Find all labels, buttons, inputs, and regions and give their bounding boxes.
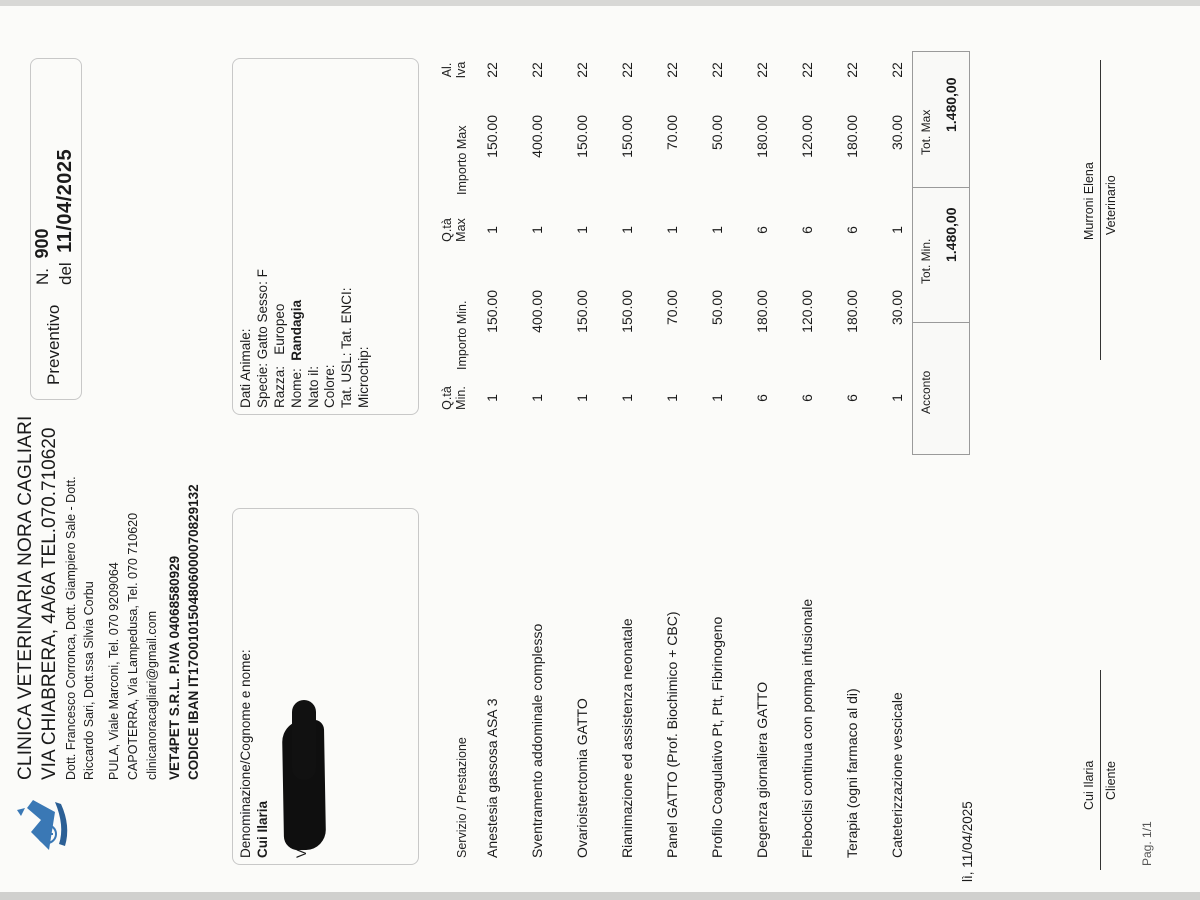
clinic-branch-pula: PULA, Viale Marconi, Tel. 070 9209064 — [107, 562, 121, 780]
quote-number-value: 900 — [32, 228, 52, 259]
clinic-email: clinicanoracagliari@gmail.com — [144, 610, 159, 780]
animal-birth: Nato il: — [305, 365, 321, 408]
row-qmax: 1 — [709, 226, 725, 234]
animal-name: Nome: Randagia — [288, 299, 304, 408]
row-iva: 22 — [574, 62, 590, 78]
table-row — [754, 0, 774, 900]
clinic-header — [14, 350, 203, 780]
client-signature-label: Cliente — [1104, 761, 1118, 800]
row-imp-min: 50.00 — [709, 290, 725, 326]
row-imp-max: 30.00 — [889, 115, 905, 151]
row-iva: 22 — [799, 62, 815, 78]
row-qmin: 1 — [709, 394, 725, 402]
animal-title: Dati Animale: — [238, 328, 253, 408]
redaction-mark-2 — [292, 700, 316, 780]
table-row — [889, 0, 909, 900]
row-iva: 22 — [619, 62, 635, 78]
row-iva: 22 — [754, 62, 770, 78]
table-row — [529, 0, 549, 900]
row-iva: 22 — [484, 62, 500, 78]
clinic-address: VIA CHIABRERA, 4A/6A TEL.070.710620 — [38, 427, 60, 780]
row-imp-min: 120.00 — [799, 290, 815, 333]
table-row — [574, 0, 594, 900]
table-row — [709, 0, 729, 900]
acconto-label: Acconto — [919, 370, 933, 414]
row-qmin: 6 — [799, 394, 815, 402]
table-row — [844, 0, 864, 900]
quote-date — [54, 149, 77, 285]
col-header-qmax: Q.tà Max — [440, 218, 469, 242]
row-qmin: 1 — [619, 394, 635, 402]
row-qmax: 6 — [844, 226, 860, 234]
row-imp-max: 180.00 — [754, 115, 770, 158]
row-qmax: 1 — [889, 226, 905, 234]
row-qmax: 1 — [574, 226, 590, 234]
row-imp-max: 50.00 — [709, 115, 725, 151]
clinic-company: VET4PET S.R.L. P.IVA 04068580929 — [167, 555, 183, 780]
col-header-service: Servizio / Prestazione — [455, 737, 469, 858]
row-qmin: 1 — [664, 394, 680, 402]
quote-date-value: 11/04/2025 — [54, 148, 76, 253]
table-row — [619, 0, 639, 900]
quote-number — [32, 229, 53, 286]
row-service: Fleboclisi continua con pompa infusionale — [799, 598, 815, 858]
row-imp-min: 180.00 — [844, 290, 860, 333]
row-qmax: 1 — [529, 226, 545, 234]
quote-date-label: del — [56, 262, 75, 285]
animal-species: Specie: Gatto Sesso: F — [254, 269, 270, 408]
vet-signature-name: Murroni Elena — [1082, 162, 1096, 240]
row-qmax: 6 — [799, 226, 815, 234]
row-service: Ovarioisterctomia GATTO — [574, 698, 590, 858]
table-row — [484, 0, 504, 900]
row-qmin: 1 — [889, 394, 905, 402]
tot-min-cell — [913, 187, 969, 322]
clinic-doctors-1: Dott. Francesco Corronca, Dott. Giampiero Sale - Dott. — [63, 476, 78, 780]
row-qmax: 1 — [619, 226, 635, 234]
clinic-iban: CODICE IBAN IT17O0101504806000070829132 — [186, 484, 202, 780]
row-qmin: 1 — [484, 394, 500, 402]
acconto-cell — [913, 322, 969, 454]
row-imp-min: 150.00 — [574, 290, 590, 333]
row-imp-min: 180.00 — [754, 290, 770, 333]
client-signature-name: Cui Ilaria — [1082, 760, 1096, 810]
tot-max-cell — [912, 51, 970, 187]
row-qmax: 1 — [484, 226, 500, 234]
row-iva: 22 — [709, 62, 725, 78]
client-signature-line — [1100, 670, 1101, 870]
row-imp-min: 400.00 — [529, 290, 545, 333]
row-qmin: 1 — [574, 394, 590, 402]
row-qmin: 1 — [529, 394, 545, 402]
row-imp-min: 70.00 — [664, 290, 680, 326]
row-service: Panel GATTO (Prof. Biochimico + CBC) — [664, 611, 680, 858]
row-imp-min: 30.00 — [889, 290, 905, 326]
table-row — [799, 0, 819, 900]
tot-max-label: Tot. Max — [919, 109, 933, 155]
row-service: Profilo Coagulativo Pt, Ptt, Fibrinogeno — [709, 616, 725, 858]
row-imp-max: 120.00 — [799, 115, 815, 158]
row-iva: 22 — [529, 62, 545, 78]
clinic-logo-icon — [15, 790, 75, 860]
clinic-doctors-2: Riccardo Sari, Dott.ssa Silvia Corbu — [82, 581, 97, 780]
row-imp-max: 150.00 — [619, 115, 635, 158]
row-imp-max: 180.00 — [844, 115, 860, 158]
col-header-qmin: Q.tà Min. — [440, 386, 469, 410]
clinic-name: CLINICA VETERINARIA NORA CAGLIARI — [15, 415, 36, 780]
row-qmax: 6 — [754, 226, 770, 234]
clinic-branch-capoterra: CAPOTERRA, Via Lampedusa, Tel. 070 710620 — [125, 512, 140, 780]
row-qmin: 6 — [754, 394, 770, 402]
row-imp-max: 400.00 — [529, 115, 545, 158]
row-imp-max: 150.00 — [574, 115, 590, 158]
tot-min-label: Tot. Min. — [919, 238, 933, 284]
animal-color: Colore: — [322, 364, 338, 408]
animal-info — [238, 78, 373, 408]
row-imp-max: 150.00 — [484, 115, 500, 158]
vet-signature-label: Veterinario — [1104, 175, 1118, 235]
totals-box — [912, 185, 970, 455]
row-iva: 22 — [664, 62, 680, 78]
animal-breed: Razza: Europeo — [271, 303, 287, 408]
col-header-imp-min: Importo Min. — [455, 300, 469, 370]
vet-signature-line — [1100, 60, 1101, 360]
tot-max-value: 1.480,00 — [943, 77, 959, 132]
row-service: Cateterizzazione vescicale — [889, 692, 905, 858]
place-date: lì, 11/04/2025 — [960, 801, 975, 882]
row-qmax: 1 — [664, 226, 680, 234]
col-header-iva: Al. Iva — [440, 61, 469, 79]
col-header-imp-max: Importo Max — [455, 125, 469, 195]
row-qmin: 6 — [844, 394, 860, 402]
row-service: Anestesia gassosa ASA 3 — [484, 698, 500, 858]
row-iva: 22 — [889, 62, 905, 78]
tot-min-value: 1.480,00 — [943, 207, 959, 262]
quote-label: Preventivo — [44, 304, 63, 385]
row-service: Terapia (ogni farmaco al di) — [844, 688, 860, 858]
row-service: Sventramento addominale complesso — [529, 623, 545, 858]
animal-tattoo: Tat. USL: Tat. ENCI: — [339, 287, 355, 408]
page-number: Pag. 1/1 — [1140, 821, 1154, 866]
row-iva: 22 — [844, 62, 860, 78]
row-imp-min: 150.00 — [484, 290, 500, 333]
row-service: Degenza giornaliera GATTO — [754, 681, 770, 858]
row-imp-min: 150.00 — [619, 290, 635, 333]
client-name: Cui Ilaria — [254, 800, 270, 858]
row-service: Rianimazione ed assistenza neonatale — [619, 618, 635, 858]
animal-microchip: Microchip: — [356, 346, 372, 408]
row-imp-max: 70.00 — [664, 115, 680, 151]
quote-number-label: N. — [33, 268, 52, 285]
table-row — [664, 0, 684, 900]
client-label: Denominazione/Cognome e nome: — [238, 649, 253, 858]
